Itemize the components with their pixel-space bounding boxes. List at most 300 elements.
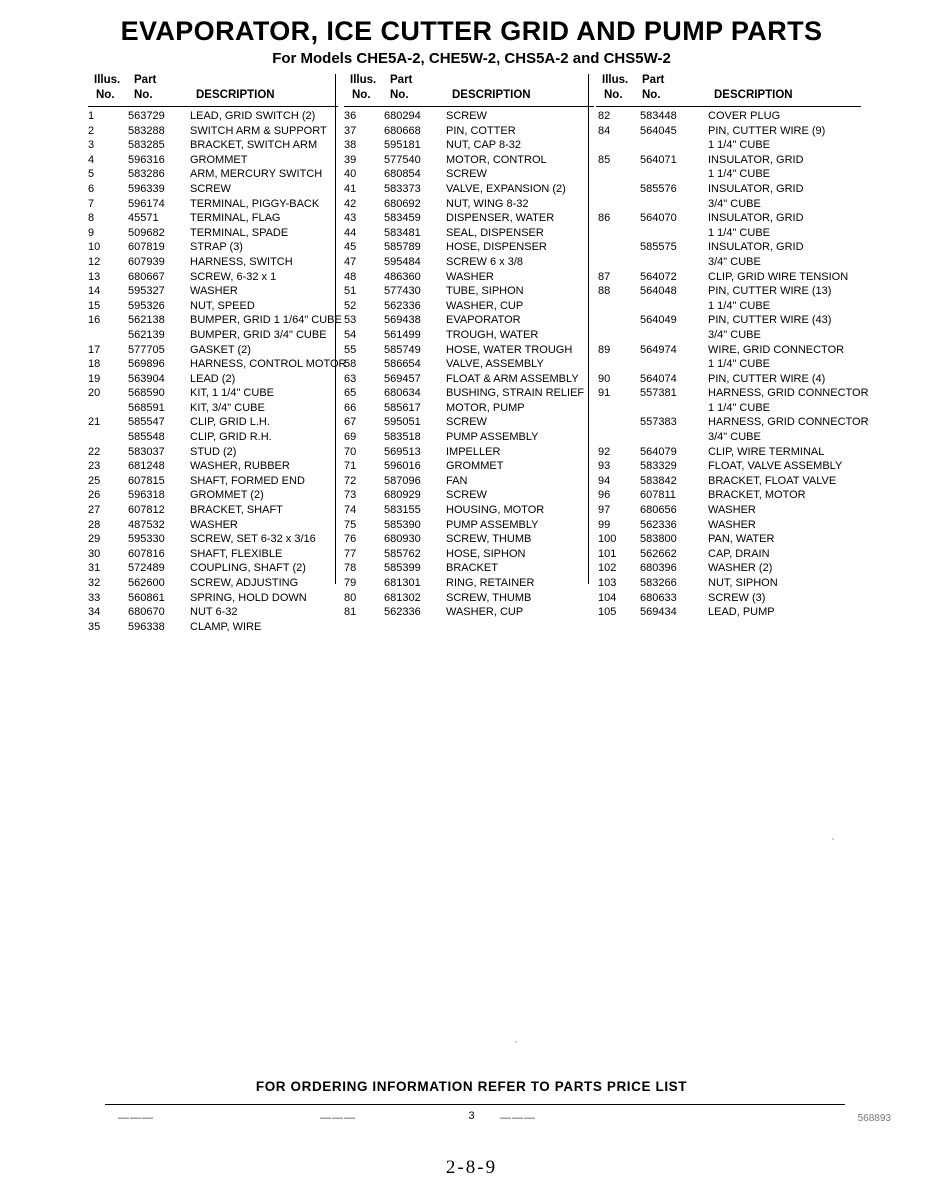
table-row (88, 300, 338, 315)
illus-number: 58 (344, 358, 357, 371)
table-row (344, 489, 594, 504)
part-description: SCREW (190, 182, 231, 195)
illus-number: 102 (598, 562, 617, 575)
illus-number: 18 (88, 358, 101, 371)
illus-number: 82 (598, 110, 611, 122)
part-number: 583285 (128, 139, 165, 152)
illus-number: 96 (598, 489, 611, 502)
illus-number: 38 (344, 139, 357, 152)
illus-number: 93 (598, 460, 611, 473)
part-number: 487532 (128, 518, 165, 531)
table-row (88, 373, 338, 388)
part-number: 585749 (384, 343, 421, 356)
illus-number: 28 (88, 518, 101, 531)
table-row (88, 475, 338, 490)
part-description: DISPENSER, WATER (446, 212, 555, 225)
illus-number: 91 (598, 387, 611, 400)
table-row (344, 402, 594, 417)
illus-number: 36 (344, 110, 357, 122)
table-row (88, 329, 338, 344)
table-row (88, 460, 338, 475)
table-row (344, 562, 594, 577)
part-number: 680670 (128, 606, 165, 619)
part-number: 562662 (640, 547, 677, 560)
illus-number: 32 (88, 577, 101, 589)
table-row (596, 227, 861, 242)
header-part-label: Part (642, 74, 665, 86)
table-row (596, 314, 861, 329)
part-description: SCREW (446, 489, 487, 502)
part-number: 681248 (128, 460, 165, 473)
part-number: 569896 (128, 358, 165, 371)
part-description: WASHER (190, 285, 238, 298)
table-row (596, 475, 861, 490)
table-row (344, 183, 594, 198)
illus-number: 26 (88, 489, 101, 502)
table-row (596, 198, 861, 213)
handwritten-annotation: 2-8-9 (445, 1157, 498, 1178)
table-row (88, 125, 338, 140)
parts-column-3 (596, 74, 869, 621)
part-number: 607811 (640, 489, 676, 502)
part-number: 585575 (640, 241, 677, 254)
part-description: HOSE, WATER TROUGH (446, 343, 573, 356)
part-description: INSULATOR, GRID (708, 182, 804, 195)
part-number: 564049 (640, 314, 677, 327)
table-row (88, 256, 338, 271)
part-description: CLAMP, WIRE (190, 620, 262, 633)
part-description: 1 1/4" CUBE (708, 299, 770, 312)
part-description: WASHER, RUBBER (190, 460, 290, 473)
part-description: HARNESS, GRID CONNECTOR (708, 416, 869, 429)
table-row (344, 314, 594, 329)
part-description: WASHER (708, 518, 756, 531)
part-number: 680668 (384, 124, 421, 137)
part-description: FLOAT & ARM ASSEMBLY (446, 372, 579, 385)
illus-number: 100 (598, 533, 617, 546)
part-description: INSULATOR, GRID (708, 241, 804, 254)
part-number: 596316 (128, 153, 165, 166)
part-number: 583286 (128, 168, 165, 181)
part-description: SEAL, DISPENSER (446, 226, 544, 239)
page-title: EVAPORATOR, ICE CUTTER GRID AND PUMP PARTS (120, 16, 823, 46)
illus-number: 86 (598, 212, 611, 225)
table-row (344, 577, 594, 592)
illus-number: 7 (88, 197, 95, 210)
illus-number: 9 (88, 226, 95, 239)
table-row (596, 577, 861, 592)
table-row (344, 606, 594, 621)
part-number: 564072 (640, 270, 677, 283)
part-description: SCREW (446, 416, 487, 429)
illus-number: 2 (88, 124, 95, 137)
part-number: 595484 (384, 255, 421, 268)
part-number: 564045 (640, 124, 677, 137)
part-number: 583329 (640, 460, 677, 473)
part-description: HOUSING, MOTOR (446, 504, 545, 517)
table-row (344, 533, 594, 548)
table-row (88, 387, 338, 402)
illus-number: 84 (598, 124, 611, 137)
table-row (88, 519, 338, 534)
part-description: SCREW (3) (708, 591, 766, 604)
illus-number: 37 (344, 124, 357, 137)
illus-number: 48 (344, 270, 357, 283)
part-description: PIN, CUTTER WIRE (4) (708, 372, 826, 385)
part-description: TROUGH, WATER (446, 328, 539, 341)
part-description: GROMMET (190, 153, 248, 166)
table-row (344, 504, 594, 519)
part-description: 3/4" CUBE (708, 255, 761, 268)
table-row (596, 402, 861, 417)
part-number: 45571 (128, 212, 159, 225)
part-description: BUMPER, GRID 3/4" CUBE (190, 328, 327, 341)
table-row (596, 606, 861, 621)
part-description: COVER PLUG (708, 110, 781, 122)
header-description-label: DESCRIPTION (452, 89, 531, 101)
part-description: NUT, CAP 8-32 (446, 139, 521, 152)
illus-number: 29 (88, 533, 101, 546)
part-description: LEAD (2) (190, 372, 236, 385)
table-row (596, 373, 861, 388)
part-description: WASHER (190, 518, 238, 531)
part-number: 585789 (384, 241, 421, 254)
part-number: 486360 (384, 270, 421, 283)
column-3-header-line-1 (596, 74, 861, 89)
table-row (88, 606, 338, 621)
part-description: HOSE, DISPENSER (446, 241, 547, 254)
table-row (596, 416, 869, 431)
part-description: SCREW, SET 6-32 x 3/16 (190, 533, 316, 546)
table-row (88, 446, 338, 461)
table-row (596, 168, 861, 183)
table-row (344, 446, 594, 461)
part-number: 680692 (384, 197, 421, 210)
part-number: 562336 (384, 606, 421, 619)
part-description: PIN, CUTTER WIRE (9) (708, 124, 826, 137)
table-row (344, 241, 594, 256)
part-description: FAN (446, 474, 468, 487)
table-row (344, 154, 594, 169)
illus-number: 79 (344, 577, 357, 589)
illus-number: 31 (88, 562, 101, 575)
part-description: MOTOR, CONTROL (446, 153, 547, 166)
table-row (344, 256, 594, 271)
illus-number: 42 (344, 197, 357, 210)
part-number: 680667 (128, 270, 165, 283)
table-row (596, 548, 861, 563)
part-description: GASKET (2) (190, 343, 251, 356)
table-row (596, 387, 869, 402)
part-description: HARNESS, SWITCH (190, 255, 293, 268)
part-description: TERMINAL, FLAG (190, 212, 281, 225)
column-3-header-rule (596, 106, 861, 107)
part-number: 564074 (640, 372, 677, 385)
part-number: 681302 (384, 591, 421, 604)
table-row (88, 533, 338, 548)
column-1-header-line-1 (88, 74, 338, 89)
part-number: 583266 (640, 577, 677, 589)
part-number: 585548 (128, 431, 165, 444)
part-description: CLIP, WIRE TERMINAL (708, 445, 825, 458)
column-2-header-line-2 (344, 89, 594, 104)
table-row (344, 110, 594, 125)
part-number: 607812 (128, 504, 165, 517)
part-number: 607815 (128, 474, 165, 487)
part-description: SCREW, THUMB (446, 533, 532, 546)
part-number: 595327 (128, 285, 165, 298)
part-number: 681301 (384, 577, 421, 589)
parts-column-1 (88, 74, 347, 635)
part-number: 680930 (384, 533, 421, 546)
part-number: 564048 (640, 285, 677, 298)
illus-number: 76 (344, 533, 357, 546)
illus-number: 19 (88, 372, 101, 385)
header-illus-no-label: No. (96, 89, 115, 101)
illus-number: 34 (88, 606, 101, 619)
table-row (88, 358, 347, 373)
table-row (596, 183, 861, 198)
part-number: 569513 (384, 445, 421, 458)
table-row (88, 621, 338, 636)
illus-number: 41 (344, 182, 357, 195)
part-description: LEAD, GRID SWITCH (2) (190, 110, 316, 122)
table-row (88, 489, 338, 504)
part-number: 572489 (128, 562, 165, 575)
illus-number: 16 (88, 314, 101, 327)
part-description: WIRE, GRID CONNECTOR (708, 343, 845, 356)
part-number: 568591 (128, 401, 165, 414)
part-number: 607819 (128, 241, 165, 254)
part-description: MOTOR, PUMP (446, 401, 525, 414)
table-row (344, 285, 594, 300)
part-number: 680633 (640, 591, 677, 604)
illus-number: 40 (344, 168, 357, 181)
illus-number: 97 (598, 504, 611, 517)
part-description: GROMMET (2) (190, 489, 264, 502)
part-number: 680634 (384, 387, 421, 400)
table-row (596, 300, 861, 315)
part-description: CAP, DRAIN (708, 547, 770, 560)
table-row (88, 139, 338, 154)
table-row (596, 358, 861, 373)
table-row (596, 519, 861, 534)
part-description: 3/4" CUBE (708, 431, 761, 444)
part-description: STUD (2) (190, 445, 237, 458)
illus-number: 94 (598, 474, 611, 487)
illus-number: 65 (344, 387, 357, 400)
illus-number: 92 (598, 445, 611, 458)
part-description: PIN, CUTTER WIRE (13) (708, 285, 832, 298)
illus-number: 1 (88, 110, 95, 122)
table-row (88, 592, 338, 607)
part-description: 1 1/4" CUBE (708, 139, 770, 152)
header-illus-no-label: No. (604, 89, 623, 101)
table-row (596, 241, 861, 256)
table-row (88, 271, 338, 286)
table-row (596, 446, 861, 461)
part-description: VALVE, ASSEMBLY (446, 358, 544, 371)
part-description: INSULATOR, GRID (708, 212, 804, 225)
column-1-rows (88, 110, 347, 635)
part-number: 557383 (640, 416, 677, 429)
table-row (344, 125, 594, 140)
illus-number: 71 (344, 460, 357, 473)
part-description: TERMINAL, SPADE (190, 226, 289, 239)
header-illus-label: Illus. (94, 74, 121, 86)
part-description: KIT, 3/4" CUBE (190, 401, 265, 414)
illus-number: 8 (88, 212, 95, 225)
part-number: 563904 (128, 372, 165, 385)
illus-number: 21 (88, 416, 101, 429)
column-2-rows (344, 110, 594, 621)
table-row (344, 373, 594, 388)
illus-number: 52 (344, 299, 357, 312)
illus-number: 3 (88, 139, 95, 152)
illus-number: 103 (598, 577, 617, 589)
header-illus-no-label: No. (352, 89, 371, 101)
part-number: 583800 (640, 533, 677, 546)
part-description: 3/4" CUBE (708, 328, 761, 341)
scan-speck (515, 1041, 517, 1043)
illus-number: 22 (88, 445, 101, 458)
part-number: 586654 (384, 358, 421, 371)
part-description: 1 1/4" CUBE (708, 401, 770, 414)
part-description: HARNESS, CONTROL MOTOR (190, 358, 347, 371)
illus-number: 10 (88, 241, 101, 254)
part-number: 595330 (128, 533, 165, 546)
part-description: WASHER (446, 270, 494, 283)
scan-speck (832, 838, 834, 840)
table-row (88, 577, 338, 592)
header-description-label: DESCRIPTION (196, 89, 275, 101)
table-row (344, 475, 594, 490)
illus-number: 104 (598, 591, 617, 604)
table-row (596, 489, 861, 504)
part-description: SHAFT, FORMED END (190, 474, 305, 487)
part-description: SCREW, ADJUSTING (190, 577, 299, 589)
illus-number: 27 (88, 504, 101, 517)
part-number: 562600 (128, 577, 165, 589)
part-description: PUMP ASSEMBLY (446, 518, 539, 531)
part-number: 596338 (128, 620, 165, 633)
part-description: FLOAT, VALVE ASSEMBLY (708, 460, 843, 473)
part-description: WASHER (708, 504, 756, 517)
part-number: 560861 (128, 591, 165, 604)
table-row (596, 329, 861, 344)
part-description: EVAPORATOR (446, 314, 521, 327)
part-description: CLIP, GRID R.H. (190, 431, 272, 444)
page-number: 3 (468, 1110, 475, 1122)
illus-number: 13 (88, 270, 101, 283)
illus-number: 77 (344, 547, 357, 560)
footer-dash-mid: ——— (320, 1112, 356, 1124)
footer-dash-left: ——— (118, 1112, 154, 1124)
header-part-no-label: No. (390, 89, 409, 101)
illus-number: 44 (344, 226, 357, 239)
part-description: 3/4" CUBE (708, 197, 761, 210)
part-number: 561499 (384, 328, 421, 341)
column-2-header-line-1 (344, 74, 594, 89)
part-description: RING, RETAINER (446, 577, 535, 589)
illus-number: 23 (88, 460, 101, 473)
table-row (88, 154, 338, 169)
part-description: TUBE, SIPHON (446, 285, 524, 298)
part-description: CLIP, GRID L.H. (190, 416, 270, 429)
illus-number: 25 (88, 474, 101, 487)
table-row (344, 227, 594, 242)
footer-dash-right: ——— (500, 1112, 536, 1124)
part-number: 680929 (384, 489, 421, 502)
table-row (88, 168, 338, 183)
part-number: 577430 (384, 285, 421, 298)
page-subtitle: For Models CHE5A-2, CHE5W-2, CHS5A-2 and CHS5W-2 (272, 50, 671, 67)
table-row (88, 110, 338, 125)
table-row (344, 592, 594, 607)
part-number: 585576 (640, 182, 677, 195)
table-row (88, 402, 338, 417)
part-description: SCREW (446, 168, 487, 181)
part-description: PAN, WATER (708, 533, 775, 546)
part-number: 564070 (640, 212, 677, 225)
part-number: 562336 (384, 299, 421, 312)
table-row (596, 139, 861, 154)
part-number: 583155 (384, 504, 421, 517)
part-number: 680294 (384, 110, 421, 122)
table-row (596, 125, 861, 140)
part-description: SWITCH ARM & SUPPORT (190, 124, 327, 137)
illus-number: 89 (598, 343, 611, 356)
illus-number: 88 (598, 285, 611, 298)
table-row (88, 431, 338, 446)
part-number: 583459 (384, 212, 421, 225)
table-row (344, 416, 594, 431)
table-row (596, 271, 861, 286)
part-description: WASHER, CUP (446, 606, 524, 619)
table-row (596, 504, 861, 519)
column-3-header-line-2 (596, 89, 861, 104)
illus-number: 85 (598, 153, 611, 166)
table-row (88, 344, 338, 359)
part-number: 583373 (384, 182, 421, 195)
illus-number: 90 (598, 372, 611, 385)
column-1-header-rule (88, 106, 338, 107)
part-description: BRACKET, FLOAT VALVE (708, 474, 837, 487)
illus-number: 5 (88, 168, 95, 181)
part-number: 585762 (384, 547, 421, 560)
header-illus-label: Illus. (350, 74, 377, 86)
part-description: PIN, COTTER (446, 124, 516, 137)
part-number: 680396 (640, 562, 677, 575)
part-description: NUT, SIPHON (708, 577, 778, 589)
part-description: SPRING, HOLD DOWN (190, 591, 307, 604)
illus-number: 63 (344, 372, 357, 385)
table-row (596, 533, 861, 548)
part-description: ARM, MERCURY SWITCH (190, 168, 323, 181)
illus-number: 72 (344, 474, 357, 487)
illus-number: 74 (344, 504, 357, 517)
illus-number: 55 (344, 343, 357, 356)
part-number: 564974 (640, 343, 677, 356)
part-number: 585390 (384, 518, 421, 531)
part-number: 607816 (128, 547, 165, 560)
illus-number: 20 (88, 387, 101, 400)
illus-number: 101 (598, 547, 617, 560)
part-description: BRACKET (446, 562, 498, 575)
illus-number: 80 (344, 591, 357, 604)
illus-number: 43 (344, 212, 357, 225)
illus-number: 70 (344, 445, 357, 458)
